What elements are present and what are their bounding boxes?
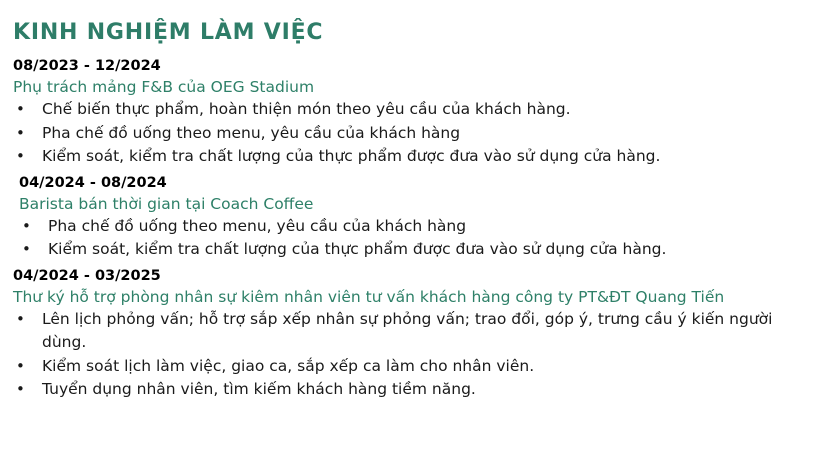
bullet-icon: • (16, 356, 25, 375)
list-item (13, 378, 813, 402)
task-text: Kiểm soát, kiểm tra chất lượng của thực phẩm được đưa vào sử dụng cửa hàng. (48, 240, 667, 258)
bullet-icon: • (22, 216, 31, 235)
job-entry-3 (13, 266, 813, 402)
job-period: 04/2024 - 03/2025 (13, 267, 161, 284)
section-title: KINH NGHIỆM LÀM VIỆC (13, 20, 324, 45)
list-item (13, 145, 813, 169)
bullet-icon: • (16, 123, 25, 142)
task-text: Kiểm soát, kiểm tra chất lượng của thực phẩm được đưa vào sử dụng cửa hàng. (42, 147, 661, 165)
job-period: 08/2023 - 12/2024 (13, 58, 161, 74)
task-list (13, 98, 813, 169)
job-entry-1 (13, 56, 813, 169)
task-text: Lên lịch phỏng vấn; hỗ trợ sắp xếp nhân sự phỏng vấn; trao đổi, góp ý, trưng cầu ý kiến người dùng. (42, 309, 773, 351)
job-role: Phụ trách mảng F&B của OEG Stadium (13, 78, 315, 96)
task-list (19, 215, 813, 262)
bullet-icon: • (16, 147, 25, 165)
job-entry-2 (13, 173, 813, 262)
task-text: Chế biến thực phẩm, hoàn thiện món theo yêu cầu của khách hàng. (42, 100, 571, 118)
list-item (19, 215, 813, 239)
bullet-icon: • (22, 240, 31, 258)
job-period: 04/2024 - 08/2024 (19, 174, 167, 191)
list-item (13, 308, 813, 355)
bullet-icon: • (16, 380, 25, 398)
list-item (13, 355, 813, 379)
bullet-icon: • (16, 100, 25, 118)
task-text: Pha chế đồ uống theo menu, yêu cầu của khách hàng (48, 216, 467, 235)
work-experience-section (13, 18, 813, 406)
job-role: Thư ký hỗ trợ phòng nhân sự kiêm nhân viên tư vấn khách hàng công ty PT&ĐT Quang Tiến (13, 287, 725, 306)
list-item (19, 238, 813, 262)
job-role: Barista bán thời gian tại Coach Coffee (19, 194, 314, 213)
task-list (13, 308, 813, 402)
task-text: Kiểm soát lịch làm việc, giao ca, sắp xếp ca làm cho nhân viên. (42, 356, 535, 375)
bullet-icon: • (16, 309, 25, 328)
list-item (13, 122, 813, 146)
task-text: Pha chế đồ uống theo menu, yêu cầu của khách hàng (42, 123, 461, 142)
list-item (13, 98, 813, 122)
task-text: Tuyển dụng nhân viên, tìm kiếm khách hàng tiềm năng. (42, 380, 476, 398)
